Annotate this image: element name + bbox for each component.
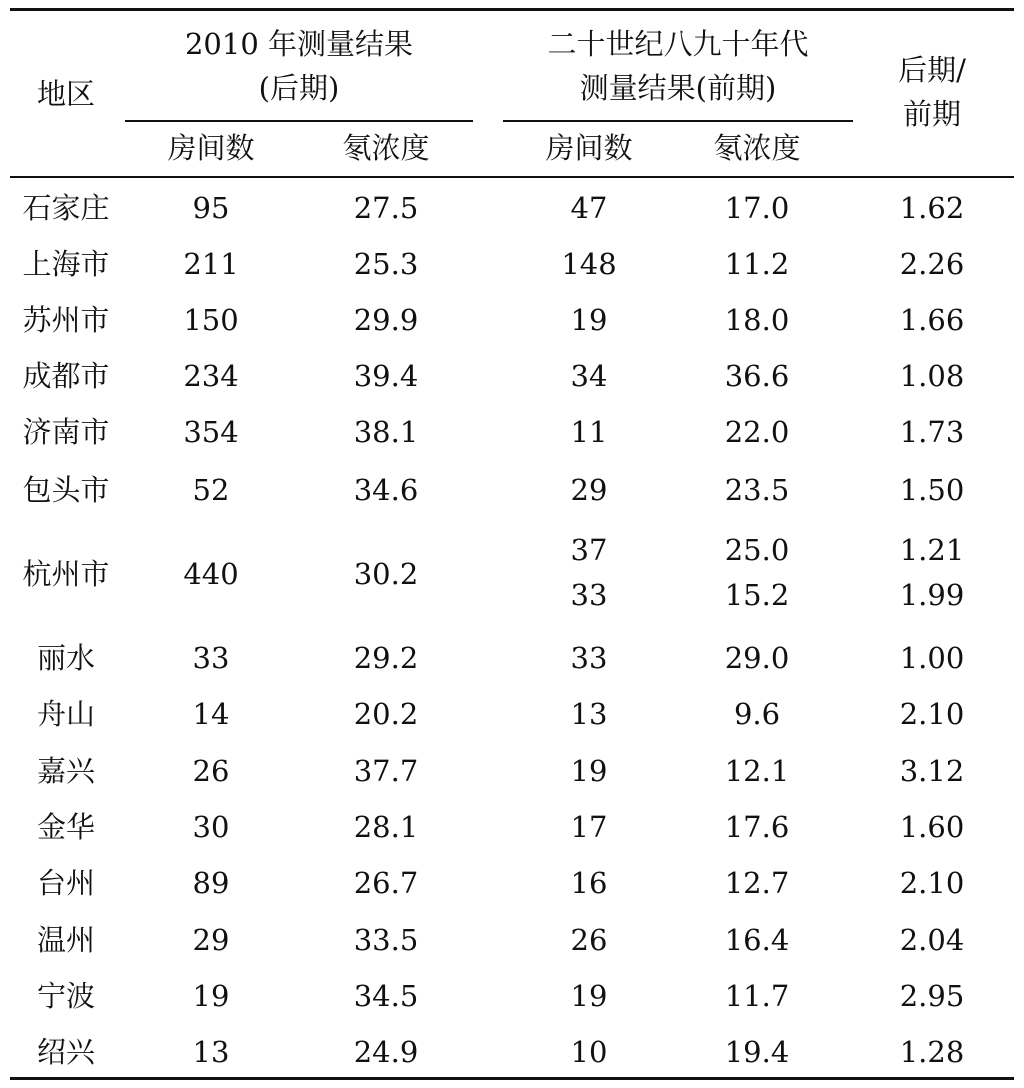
cell-radon-late: 29.9 xyxy=(353,303,419,337)
cell-radon-late: 29.2 xyxy=(353,641,419,675)
cell-rooms-late: 19 xyxy=(192,979,230,1013)
header-ratio-line1: 后期/ xyxy=(898,53,966,87)
cell-ratio: 2.04 xyxy=(899,923,965,957)
cell-radon-late: 25.3 xyxy=(353,247,419,281)
cell-region: 包头市 xyxy=(22,473,110,507)
cell-radon-early: 29.0 xyxy=(724,641,790,675)
cell-radon-early: 36.6 xyxy=(724,359,790,393)
cell-radon-late: 34.6 xyxy=(353,473,419,507)
cell-region: 杭州市 xyxy=(22,557,110,591)
cell-radon-early: 22.0 xyxy=(724,415,790,449)
cell-radon-early: 12.1 xyxy=(724,754,790,788)
top-rule xyxy=(10,8,1014,11)
cell-radon-early: 25.0 xyxy=(724,533,790,567)
cell-rooms-early: 148 xyxy=(561,247,617,281)
cell-rooms-late: 14 xyxy=(192,697,230,731)
cell-region: 台州 xyxy=(36,866,96,900)
cell-region: 上海市 xyxy=(22,247,110,281)
cell-ratio: 1.99 xyxy=(899,578,965,612)
cell-region: 石家庄 xyxy=(22,191,110,225)
cell-rooms-early: 26 xyxy=(570,923,608,957)
cell-radon-late: 20.2 xyxy=(353,697,419,731)
cell-radon-early: 11.7 xyxy=(724,979,790,1013)
cell-radon-early: 9.6 xyxy=(733,697,781,731)
header-radon-early: 氡浓度 xyxy=(713,131,801,165)
cell-rooms-late: 150 xyxy=(183,303,239,337)
header-group-2010-line1: 2010 年测量结果 xyxy=(184,27,414,61)
cell-rooms-early: 19 xyxy=(570,303,608,337)
cell-rooms-early: 34 xyxy=(570,359,608,393)
cell-rooms-early: 33 xyxy=(570,578,608,612)
cell-rooms-late: 52 xyxy=(192,473,230,507)
cell-ratio: 1.60 xyxy=(899,810,965,844)
cell-region: 温州 xyxy=(36,923,96,957)
cell-ratio: 1.28 xyxy=(899,1035,965,1069)
cell-radon-late: 38.1 xyxy=(353,415,419,449)
cell-radon-late: 39.4 xyxy=(353,359,419,393)
cell-ratio: 1.00 xyxy=(899,641,965,675)
cell-rooms-late: 29 xyxy=(192,923,230,957)
cell-ratio: 1.50 xyxy=(899,473,965,507)
bottom-rule xyxy=(10,1077,1014,1080)
group-underline-old xyxy=(503,120,853,122)
cell-rooms-late: 95 xyxy=(192,191,230,225)
cell-region: 舟山 xyxy=(36,697,96,731)
cell-region: 宁波 xyxy=(36,979,96,1013)
cell-rooms-late: 211 xyxy=(183,247,239,281)
header-group-2010-line2: (后期) xyxy=(258,71,340,105)
cell-rooms-early: 33 xyxy=(570,641,608,675)
header-ratio-line2: 前期 xyxy=(902,97,962,131)
cell-rooms-early: 29 xyxy=(570,473,608,507)
header-rooms-late: 房间数 xyxy=(167,131,255,165)
cell-ratio: 1.66 xyxy=(899,303,965,337)
cell-radon-late: 28.1 xyxy=(353,810,419,844)
cell-radon-late: 34.5 xyxy=(353,979,419,1013)
cell-ratio: 1.62 xyxy=(899,191,965,225)
group-underline-2010 xyxy=(125,120,473,122)
cell-radon-late: 27.5 xyxy=(353,191,419,225)
cell-rooms-late: 89 xyxy=(192,866,230,900)
cell-region: 金华 xyxy=(36,810,96,844)
header-group-old-line2: 测量结果(前期) xyxy=(579,71,777,105)
cell-region: 丽水 xyxy=(36,641,96,675)
cell-ratio: 2.10 xyxy=(899,697,965,731)
cell-radon-late: 37.7 xyxy=(353,754,419,788)
header-radon-late: 氡浓度 xyxy=(342,131,430,165)
cell-radon-early: 18.0 xyxy=(724,303,790,337)
cell-rooms-late: 440 xyxy=(183,557,239,591)
cell-radon-late: 26.7 xyxy=(353,866,419,900)
cell-rooms-early: 37 xyxy=(570,533,608,567)
cell-radon-early: 16.4 xyxy=(724,923,790,957)
cell-region: 苏州市 xyxy=(22,303,110,337)
cell-ratio: 1.73 xyxy=(899,415,965,449)
cell-region: 嘉兴 xyxy=(36,754,96,788)
cell-rooms-early: 10 xyxy=(570,1035,608,1069)
cell-radon-late: 24.9 xyxy=(353,1035,419,1069)
cell-rooms-late: 13 xyxy=(192,1035,230,1069)
cell-ratio: 2.10 xyxy=(899,866,965,900)
cell-radon-early: 19.4 xyxy=(724,1035,790,1069)
cell-ratio: 2.26 xyxy=(899,247,965,281)
cell-radon-late: 33.5 xyxy=(353,923,419,957)
cell-rooms-early: 17 xyxy=(570,810,608,844)
cell-ratio: 1.08 xyxy=(899,359,965,393)
cell-radon-early: 12.7 xyxy=(724,866,790,900)
cell-ratio: 3.12 xyxy=(899,754,965,788)
cell-rooms-early: 19 xyxy=(570,979,608,1013)
header-region: 地区 xyxy=(36,77,96,111)
cell-rooms-late: 26 xyxy=(192,754,230,788)
cell-radon-early: 23.5 xyxy=(724,473,790,507)
cell-rooms-early: 47 xyxy=(570,191,608,225)
cell-radon-early: 11.2 xyxy=(724,247,790,281)
cell-rooms-early: 11 xyxy=(570,415,608,449)
cell-ratio: 2.95 xyxy=(899,979,965,1013)
cell-rooms-late: 354 xyxy=(183,415,239,449)
cell-rooms-early: 19 xyxy=(570,754,608,788)
cell-radon-early: 15.2 xyxy=(724,578,790,612)
cell-rooms-late: 234 xyxy=(183,359,239,393)
cell-ratio: 1.21 xyxy=(899,533,965,567)
cell-region: 济南市 xyxy=(22,415,110,449)
cell-radon-early: 17.6 xyxy=(724,810,790,844)
cell-region: 绍兴 xyxy=(36,1035,96,1069)
cell-radon-late: 30.2 xyxy=(353,557,419,591)
cell-radon-early: 17.0 xyxy=(724,191,790,225)
cell-rooms-early: 13 xyxy=(570,697,608,731)
header-rooms-early: 房间数 xyxy=(545,131,633,165)
cell-rooms-early: 16 xyxy=(570,866,608,900)
header-rule xyxy=(10,176,1014,178)
header-group-old-line1: 二十世纪八九十年代 xyxy=(547,27,809,61)
cell-region: 成都市 xyxy=(22,359,110,393)
cell-rooms-late: 30 xyxy=(192,810,230,844)
cell-rooms-late: 33 xyxy=(192,641,230,675)
